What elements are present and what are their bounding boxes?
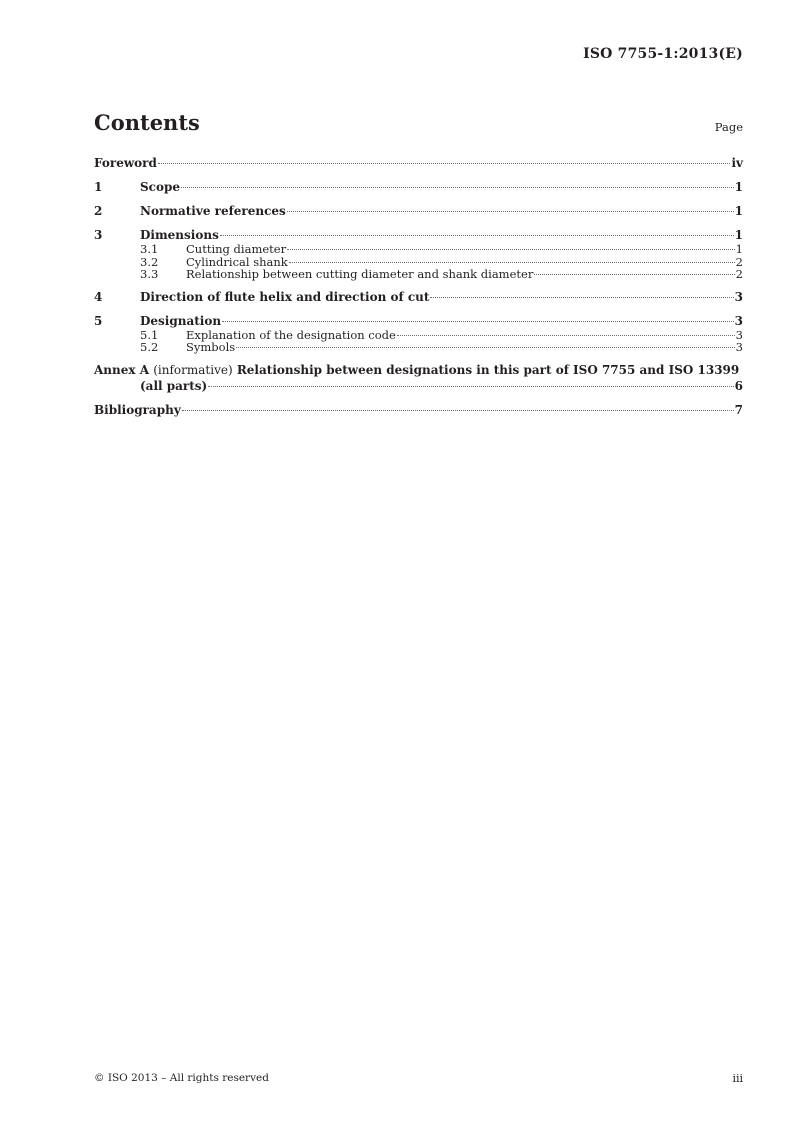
toc-entry-normative-references[interactable] [94, 203, 743, 219]
toc-entry-number: 3 [94, 228, 103, 242]
toc-entry-page: iv [731, 156, 743, 170]
toc-entry-designation[interactable] [94, 313, 743, 329]
toc-entry-annex-a[interactable] [94, 362, 743, 378]
dot-leader [182, 410, 734, 411]
dot-leader [208, 386, 733, 387]
toc-entry-page: 3 [735, 340, 743, 354]
toc-entry-title: Relationship between cutting diameter and shank diameter [186, 267, 534, 281]
toc-entry-title: Foreword [94, 156, 157, 170]
toc-entry-number: 5.2 [140, 340, 159, 354]
toc-entry-page: 3 [734, 289, 743, 304]
annex-type: (informative) [153, 362, 233, 377]
toc-entry-page: 1 [734, 180, 743, 194]
toc-entry-scope[interactable] [94, 179, 743, 195]
page-column-label: Page [714, 120, 743, 134]
contents-title: Contents [94, 110, 200, 135]
toc-entry-page: 2 [735, 267, 743, 281]
toc-entry-page: 3 [735, 327, 743, 342]
dot-leader [181, 187, 734, 188]
toc-entry-title: Cylindrical shank [186, 254, 288, 269]
page-footer [94, 1072, 743, 1088]
dot-leader [289, 262, 735, 263]
toc-entry-flute-helix[interactable] [94, 289, 743, 305]
table-of-contents [94, 155, 743, 418]
toc-subentry-cutting-diameter[interactable] [94, 243, 743, 256]
dot-leader [287, 249, 735, 250]
copyright-notice: © ISO 2013 – All rights reserved [94, 1072, 269, 1084]
toc-entry-foreword[interactable] [94, 155, 743, 171]
dot-leader [397, 335, 735, 336]
toc-subentry-relationship-diameters[interactable] [94, 268, 743, 281]
toc-entry-annex-a-continued[interactable] [94, 378, 743, 394]
toc-entry-title: Cutting diameter [186, 242, 287, 256]
standard-code: ISO 7755-1:2013(E) [583, 46, 743, 62]
toc-entry-page: 1 [735, 242, 743, 256]
dot-leader [220, 235, 734, 236]
toc-entry-number: 3.2 [140, 254, 159, 269]
annex-title-line1: Relationship between designations in this part of ISO 7755 and ISO 13399 [236, 362, 740, 377]
toc-entry-dimensions[interactable] [94, 227, 743, 243]
dot-leader [534, 274, 734, 275]
toc-entry-page: 3 [734, 313, 743, 328]
toc-entry-title: Designation [140, 313, 222, 328]
dot-leader [158, 163, 731, 164]
annex-title-line2: (all parts) [140, 378, 208, 393]
toc-entry-page: 2 [735, 254, 743, 269]
annex-label: Annex A [94, 362, 150, 377]
toc-entry-title: Symbols [186, 340, 236, 354]
toc-entry-number: 3.1 [140, 242, 159, 256]
page-number: iii [732, 1072, 743, 1085]
toc-entry-number: 2 [94, 204, 103, 218]
dot-leader [430, 297, 733, 298]
toc-entry-number: 5.1 [140, 327, 159, 342]
toc-entry-title: Dimensions [140, 228, 219, 242]
toc-entry-page: 6 [734, 378, 743, 393]
dot-leader [287, 211, 734, 212]
toc-entry-title: Normative references [140, 204, 286, 218]
toc-entry-number: 4 [94, 289, 103, 304]
toc-entry-number: 1 [94, 180, 103, 194]
toc-entry-title: Bibliography [94, 402, 181, 417]
toc-entry-number: 5 [94, 313, 103, 328]
toc-entry-page: 1 [734, 204, 743, 218]
toc-subentry-symbols[interactable] [94, 341, 743, 354]
dot-leader [222, 321, 734, 322]
toc-entry-page: 7 [734, 402, 743, 417]
toc-entry-bibliography[interactable] [94, 402, 743, 418]
toc-entry-title: Explanation of the designation code [186, 327, 396, 342]
toc-entry-page: 1 [734, 228, 743, 242]
toc-entry-title: Direction of flute helix and direction of cut [140, 289, 430, 304]
contents-header [94, 110, 743, 140]
dot-leader [236, 347, 735, 348]
toc-entry-title: Scope [140, 180, 181, 194]
toc-entry-number: 3.3 [140, 267, 159, 281]
